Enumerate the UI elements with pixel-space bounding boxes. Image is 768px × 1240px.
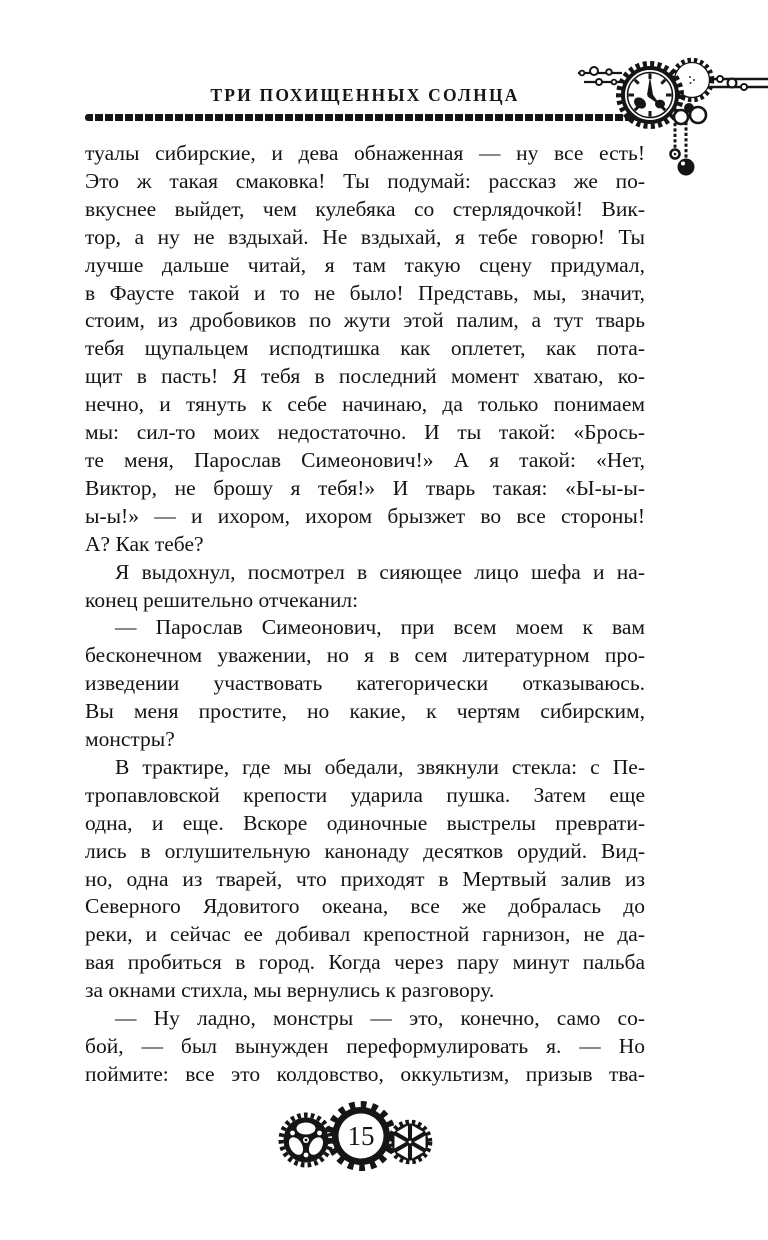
body-text-line: — Парослав Симеонович, при всем моем к вам [115, 615, 645, 640]
body-text-line: те меня, Парослав Симеонович!» А я такой: «Нет, [85, 447, 645, 472]
body-text-line: тебя щупальцем исподтишка как оплетет, как пота- [85, 336, 645, 361]
body-text-line: стоим, из дробовиков по жути этой палим, а тут тварь [85, 308, 645, 333]
body-text-line: — Ну ладно, монстры — это, конечно, само со- [115, 1006, 645, 1031]
body-text-line: туалы сибирские, и дева обнаженная — ну все есть! [85, 141, 645, 165]
body-text-line: вкуснее выйдет, чем кулебяка со стерлядочкой! Вик- [85, 196, 645, 221]
body-text-line: мы: сил-то моих недостаточно. И ты такой: «Брось- [85, 420, 645, 445]
body-text-line: тор, а ну не вздыхай. Не вздыхай, я тебе говорю! Ты [85, 224, 645, 249]
body-text-line: Северного Ядовитого океана, все же добралась до [85, 894, 645, 919]
beaded-divider-line [85, 114, 643, 121]
body-text-line: лучше дальше читай, я там такую сцену придумал, [85, 252, 645, 277]
body-text-line: бой, — был вынужден переформулировать я. — Но [85, 1034, 645, 1058]
body-text-line: Виктор, не брошу я тебя!» И тварь такая: «Ы-ы-ы- [85, 475, 645, 500]
body-text-line: но, одна из тварей, что приходят в Мертвый залив из [85, 866, 645, 891]
body-text-line: Это ж такая смаковка! Ты подумай: рассказ же по- [85, 168, 645, 193]
body-text-line: Я выдохнул, посмотрел в сияющее лицо шефа и на- [115, 559, 645, 584]
body-text-line: изведении участвовать категорически отказываюсь. [85, 671, 645, 696]
body-text-line: щит в пасть! Я тебя в последний момент хватаю, ко- [85, 364, 645, 389]
body-text-line: лись в оглушительную канонаду десятков орудий. Вид- [85, 838, 645, 863]
running-head-book-title: ТРИ ПОХИЩЕННЫХ СОЛНЦА [210, 85, 520, 105]
body-text-line: ы-ы!» — и ихором, ихором брызжет во все стороны! [85, 503, 645, 528]
body-text-line: одна, и еще. Вскоре одиночные выстрелы преврати- [85, 810, 645, 835]
body-text-line: тропавловской крепости ударила пушка. Затем еще [85, 782, 645, 807]
body-text-line: бесконечном уважении, но я в сем литературном про- [85, 643, 645, 668]
page-number-gears-ornament-icon [269, 1095, 455, 1181]
body-text-line: поймите: все это колдовство, оккультизм, призыв тва- [85, 1061, 645, 1086]
body-text-line: конец решительно отчеканил: [85, 587, 359, 612]
page-number: 15 [347, 1121, 375, 1151]
body-text-line: В трактире, где мы обедали, звякнули стекла: с Пе- [115, 754, 645, 779]
body-text-line: вая пробиться в город. Когда через пару минут пальба [85, 950, 645, 975]
body-text-column [85, 140, 645, 1089]
body-text-line: монстры? [85, 727, 175, 752]
body-text-line: за окнами стихла, мы вернулись к разговору. [85, 978, 495, 1003]
body-text-line: Вы меня простите, но какие, к чертям сибирским, [85, 699, 645, 724]
body-text-line: нечно, и тянуть к себе начинаю, да только понимаем [85, 392, 645, 417]
body-text-line: реки, и сейчас ее добивал крепостной гарнизон, не да- [85, 922, 645, 947]
body-text-line: А? Как тебе? [85, 531, 204, 556]
body-text-line: в Фаусте такой и то не было! Представь, мы, значит, [85, 280, 645, 305]
